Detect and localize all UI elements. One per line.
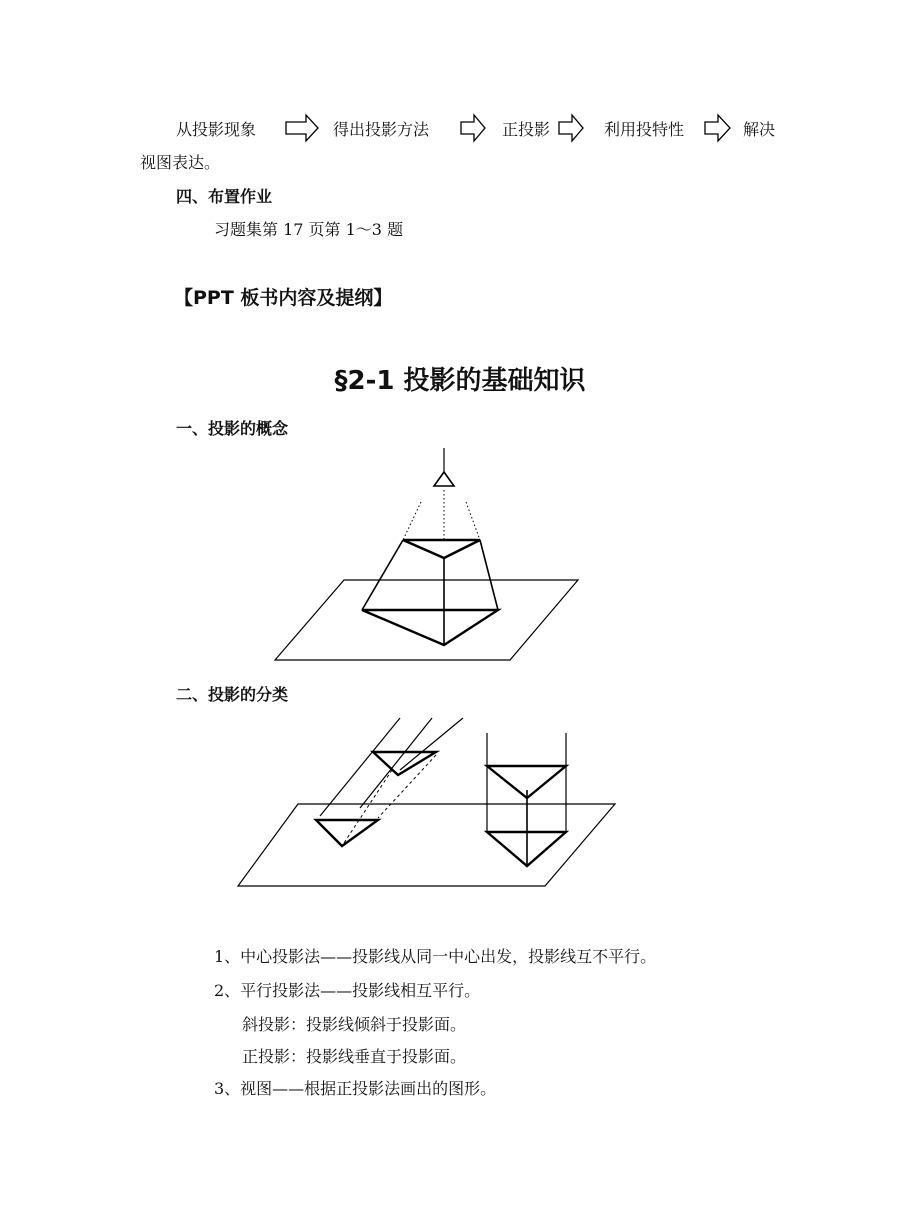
section-heading-homework: 四、布置作业 <box>176 187 273 206</box>
section-heading-classification: 二、投影的分类 <box>176 685 289 704</box>
list-item-central: 1、中心投影法——投影线从同一中心出发，投影线互不平行。 <box>214 947 657 966</box>
page-title: §2-1 投影的基础知识 <box>334 366 586 396</box>
flow-step-3: 正投影 <box>502 120 551 139</box>
oblique-object-triangle <box>373 752 436 775</box>
projection-plane-2 <box>238 804 615 886</box>
flow-step-4: 利用投特性 <box>604 120 685 139</box>
list-item-parallel: 2、平行投影法——投影线相互平行。 <box>214 981 481 1000</box>
homework-text: 习题集第 17 页第 1～3 题 <box>214 220 404 239</box>
ppt-heading: 【PPT 板书内容及提纲】 <box>174 287 393 309</box>
flow-step-5: 解决 <box>743 120 776 139</box>
list-item-oblique: 斜投影：投影线倾斜于投影面。 <box>242 1015 467 1034</box>
flow-step-2: 得出投影方法 <box>333 120 430 139</box>
list-item-orthographic: 正投影：投影线垂直于投影面。 <box>242 1047 467 1066</box>
flow-step-1: 从投影现象 <box>176 120 257 139</box>
oblique-shadow-triangle <box>316 820 378 846</box>
flow-continuation: 视图表达。 <box>140 153 221 172</box>
list-item-view: 3、视图——根据正投影法画出的图形。 <box>214 1079 497 1098</box>
section-heading-concept: 一、投影的概念 <box>176 419 289 438</box>
